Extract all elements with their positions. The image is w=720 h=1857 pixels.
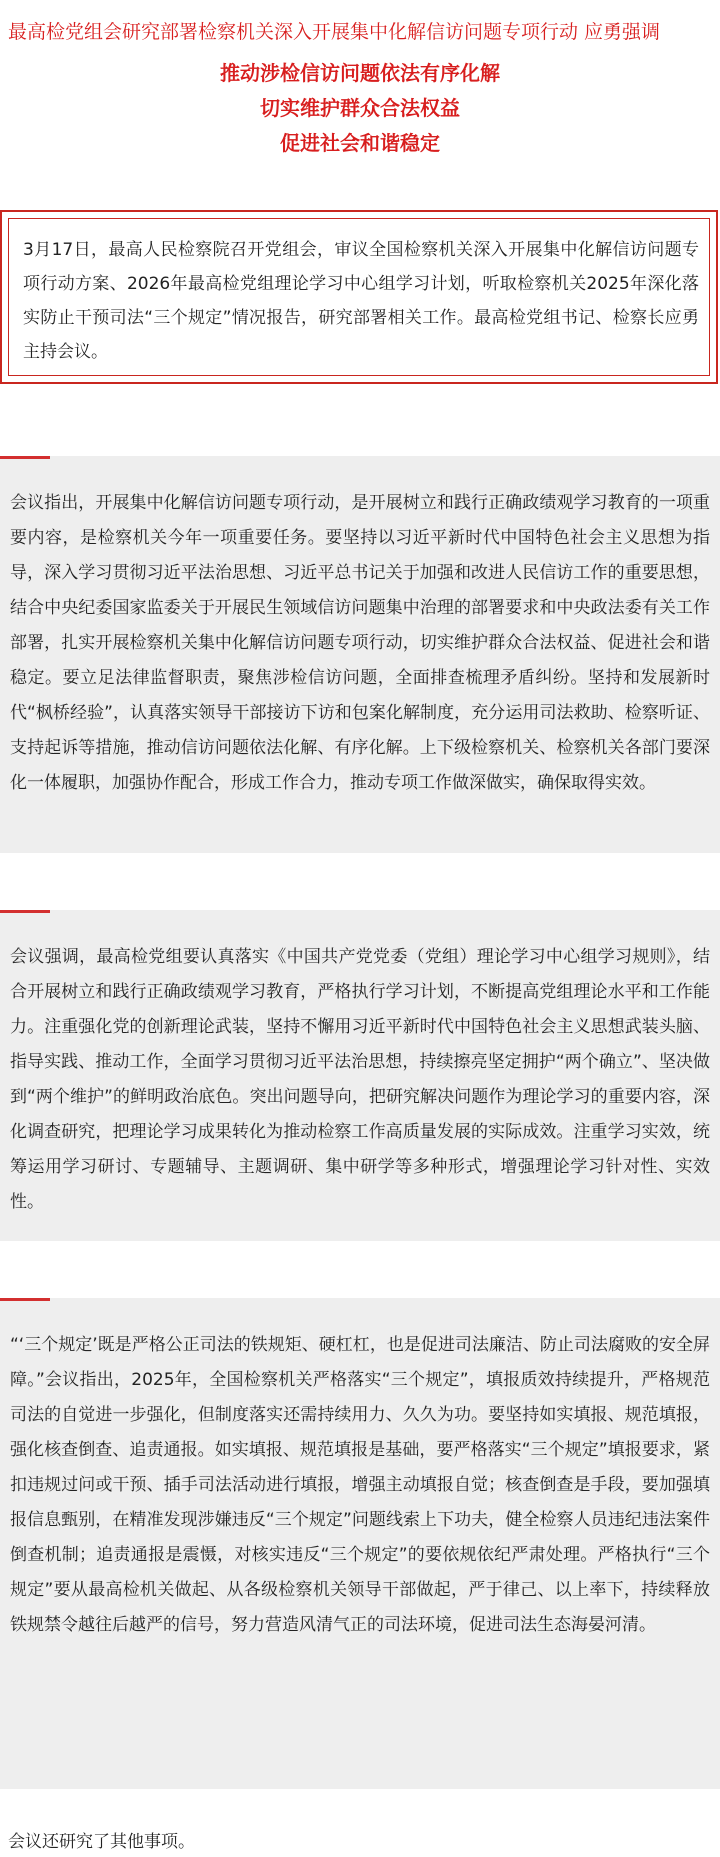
summary-box-inner [8, 218, 710, 376]
closing-paragraph: 会议还研究了其他事项。 [8, 1832, 195, 1852]
subtitle-3: 促进社会和谐稳定 [280, 131, 440, 155]
subtitle-1: 推动涉检信访问题依法有序化解 [220, 61, 500, 85]
section-accent-bar [0, 456, 50, 459]
section-accent-bar [0, 1298, 50, 1301]
summary-box [0, 210, 718, 384]
section-paragraph: 会议强调，最高检党组要认真落实《中国共产党党委（党组）理论学习中心组学习规则》，结合开展树立和践行正确政绩观学习教育，严格执行学习计划，不断提高党组理论水平和工作能力。注重强化党的创新理论武装，坚持不懈用习近平新时代中国特色社会主义思想武装头脑、指导实践、推动工作，全面学习贯彻习近平法治思想，持续擦亮坚定拥护“两个确立”、坚决做到“两个维护”的鲜明政治底色。突出问题导向，把研究解决问题作为理论学习的重要内容，深化调查研究，把理论学习成果转化为推动检察工作高质量发展的实际成效。注重学习实效，统筹运用学习研讨、专题辅导、主题调研、集中研学等多种形式，增强理论学习针对性、实效性。 [10, 947, 710, 1212]
section-paragraph: 会议指出，开展集中化解信访问题专项行动，是开展树立和践行正确政绩观学习教育的一项重要内容，是检察机关今年一项重要任务。要坚持以习近平新时代中国特色社会主义思想为指导，深入学习贯彻习近平法治思想、习近平总书记关于加强和改进人民信访工作的重要思想，结合中央纪委国家监委关于开展民生领域信访问题集中治理的部署要求和中央政法委有关工作部署，扎实开展检察机关集中化解信访问题专项行动，切实维护群众合法权益、促进社会和谐稳定。要立足法律监督职责，聚焦涉检信访问题，全面排查梳理矛盾纠纷。坚持和发展新时代“枫桥经验”，认真落实领导干部接访下访和包案化解制度，充分运用司法救助、检察听证、支持起诉等措施，推动信访问题依法化解、有序化解。上下级检察机关、检察机关各部门要深化一体履职，加强协作配合，形成工作合力，推动专项工作做深做实，确保取得实效。 [10, 493, 710, 793]
article-section-3 [0, 1298, 720, 1789]
subtitle-group [0, 56, 720, 161]
section-accent-bar [0, 910, 50, 913]
summary-text: 3月17日，最高人民检察院召开党组会，审议全国检察机关深入开展集中化解信访问题专项行动方案、2026年最高检党组理论学习中心组学习计划，听取检察机关2025年深化落实防止干预司法“三个规定”情况报告，研究部署相关工作。最高检党组书记、检察长应勇主持会议。 [23, 240, 699, 362]
article-headline: 最高检党组会研究部署检察机关深入开展集中化解信访问题专项行动 应勇强调 [8, 21, 661, 43]
article-section-2 [0, 910, 720, 1241]
article-section-1 [0, 456, 720, 853]
subtitle-2: 切实维护群众合法权益 [260, 96, 460, 120]
section-paragraph: “‘三个规定’既是严格公正司法的铁规矩、硬杠杠，也是促进司法廉洁、防止司法腐败的安全屏障。”会议指出，2025年，全国检察机关严格落实“三个规定”，填报质效持续提升，严格规范司法的自觉进一步强化，但制度落实还需持续用力、久久为功。要坚持如实填报、规范填报，强化核查倒查、追责通报。如实填报、规范填报是基础，要严格落实“三个规定”填报要求，紧扣违规过问或干预、插手司法活动进行填报，增强主动填报自觉；核查倒查是手段，要加强填报信息甄别，在精准发现涉嫌违反“三个规定”问题线索上下功夫，健全检察人员违纪违法案件倒查机制；追责通报是震慑，对核实违反“三个规定”的要依规依纪严肃处理。严格执行“三个规定”要从最高检机关做起、从各级检察机关领导干部做起，严于律己、以上率下，持续释放铁规禁令越往后越严的信号，努力营造风清气正的司法环境，促进司法生态海晏河清。 [10, 1335, 710, 1635]
